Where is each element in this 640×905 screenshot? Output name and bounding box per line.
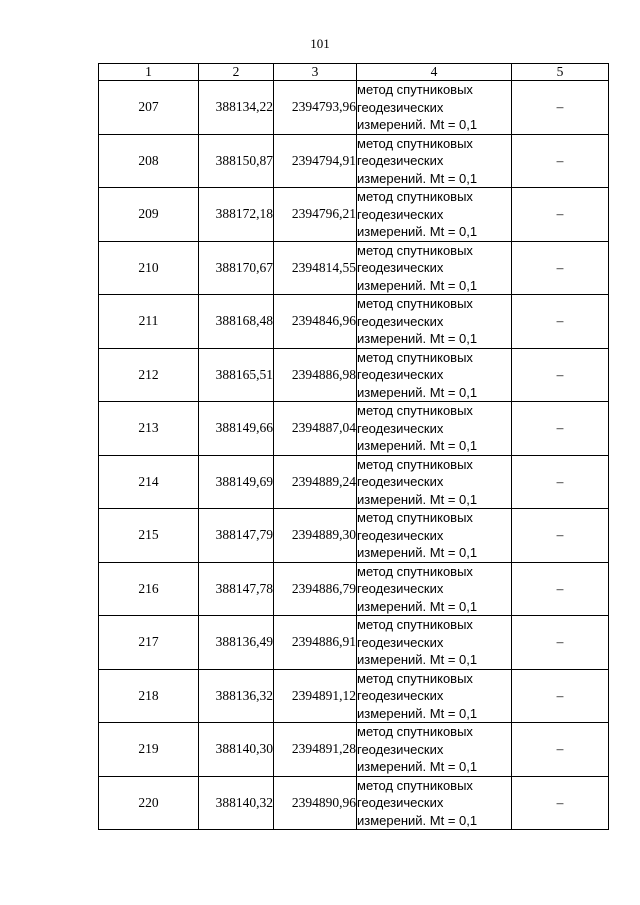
method-line: измерений. Mt = 0,1 bbox=[357, 438, 478, 453]
table-row bbox=[99, 509, 609, 563]
table-header-row bbox=[99, 64, 609, 81]
coordinate-x: 388134,22 bbox=[199, 81, 274, 135]
note-dash: – bbox=[512, 188, 609, 242]
method-description bbox=[357, 509, 512, 563]
column-header-4: 4 bbox=[357, 64, 512, 81]
method-description bbox=[357, 348, 512, 402]
coordinate-y: 2394793,96 bbox=[274, 81, 357, 135]
method-line: геодезических bbox=[357, 367, 444, 382]
method-line: метод спутниковых bbox=[357, 670, 473, 686]
column-header-1: 1 bbox=[99, 64, 199, 81]
coordinate-x: 388149,66 bbox=[199, 402, 274, 456]
coordinate-x: 388168,48 bbox=[199, 295, 274, 349]
coordinate-y: 2394796,21 bbox=[274, 188, 357, 242]
page-number: 101 bbox=[310, 36, 330, 51]
method-line: измерений. Mt = 0,1 bbox=[357, 170, 478, 186]
coordinate-x: 388147,79 bbox=[199, 509, 274, 563]
note-dash: – bbox=[512, 348, 609, 402]
point-number: 218 bbox=[99, 669, 199, 723]
method-line: геодезических bbox=[357, 313, 444, 329]
method-description bbox=[357, 562, 512, 616]
coordinate-x: 388172,18 bbox=[199, 188, 274, 242]
point-number: 219 bbox=[99, 723, 199, 777]
method-line: измерений. Mt = 0,1 bbox=[357, 331, 478, 346]
method-line: геодезических bbox=[357, 474, 444, 489]
column-header-5: 5 bbox=[512, 64, 609, 81]
note-dash: – bbox=[512, 241, 609, 295]
method-line: измерений. Mt = 0,1 bbox=[357, 545, 478, 560]
method-line: геодезических bbox=[357, 634, 444, 650]
method-line: геодезических bbox=[357, 99, 444, 115]
method-description bbox=[357, 669, 512, 723]
method-line: измерений. Mt = 0,1 bbox=[357, 759, 478, 774]
method-line: измерений. Mt = 0,1 bbox=[357, 224, 478, 239]
method-line: геодезических bbox=[357, 795, 444, 810]
table-row bbox=[99, 348, 609, 402]
method-line: геодезических bbox=[357, 420, 444, 436]
coordinate-y: 2394794,91 bbox=[274, 134, 357, 188]
table-row bbox=[99, 455, 609, 509]
method-line: метод спутниковых bbox=[357, 296, 473, 311]
point-number: 215 bbox=[99, 509, 199, 563]
coordinates-table bbox=[98, 63, 609, 830]
coordinate-y: 2394891,12 bbox=[274, 669, 357, 723]
method-line: метод спутниковых bbox=[357, 617, 473, 632]
method-line: измерений. Mt = 0,1 bbox=[357, 491, 478, 507]
coordinate-y: 2394889,30 bbox=[274, 509, 357, 563]
table-row bbox=[99, 616, 609, 670]
coordinate-y: 2394887,04 bbox=[274, 402, 357, 456]
method-description bbox=[357, 81, 512, 135]
method-line: метод спутниковых bbox=[357, 242, 473, 258]
note-dash: – bbox=[512, 455, 609, 509]
method-line: метод спутниковых bbox=[357, 563, 473, 579]
method-line: метод спутниковых bbox=[357, 135, 473, 151]
table-row bbox=[99, 134, 609, 188]
method-description bbox=[357, 723, 512, 777]
method-line: измерений. Mt = 0,1 bbox=[357, 812, 478, 828]
point-number: 216 bbox=[99, 562, 199, 616]
column-header-3: 3 bbox=[274, 64, 357, 81]
method-line: геодезических bbox=[357, 153, 444, 168]
method-line: геодезических bbox=[357, 260, 444, 275]
method-description bbox=[357, 295, 512, 349]
coordinate-y: 2394886,98 bbox=[274, 348, 357, 402]
point-number: 213 bbox=[99, 402, 199, 456]
coordinate-y: 2394891,28 bbox=[274, 723, 357, 777]
coordinate-x: 388150,87 bbox=[199, 134, 274, 188]
table-row bbox=[99, 669, 609, 723]
note-dash: – bbox=[512, 134, 609, 188]
point-number: 207 bbox=[99, 81, 199, 135]
note-dash: – bbox=[512, 723, 609, 777]
coordinate-y: 2394890,96 bbox=[274, 776, 357, 830]
method-line: геодезических bbox=[357, 581, 444, 596]
coordinate-x: 388165,51 bbox=[199, 348, 274, 402]
method-line: метод спутниковых bbox=[357, 349, 473, 365]
method-line: геодезических bbox=[357, 206, 444, 222]
point-number: 211 bbox=[99, 295, 199, 349]
note-dash: – bbox=[512, 562, 609, 616]
table-row bbox=[99, 776, 609, 830]
method-description bbox=[357, 188, 512, 242]
table-row bbox=[99, 562, 609, 616]
coordinate-x: 388140,30 bbox=[199, 723, 274, 777]
table-row bbox=[99, 723, 609, 777]
coordinate-y: 2394889,24 bbox=[274, 455, 357, 509]
coordinate-x: 388136,32 bbox=[199, 669, 274, 723]
point-number: 217 bbox=[99, 616, 199, 670]
coordinate-x: 388140,32 bbox=[199, 776, 274, 830]
method-line: метод спутниковых bbox=[357, 403, 473, 418]
table-row bbox=[99, 295, 609, 349]
method-line: метод спутниковых bbox=[357, 510, 473, 525]
method-line: геодезических bbox=[357, 741, 444, 757]
table-body bbox=[99, 81, 609, 830]
coordinate-y: 2394814,55 bbox=[274, 241, 357, 295]
point-number: 210 bbox=[99, 241, 199, 295]
note-dash: – bbox=[512, 509, 609, 563]
note-dash: – bbox=[512, 295, 609, 349]
method-line: геодезических bbox=[357, 527, 444, 543]
coordinate-y: 2394886,79 bbox=[274, 562, 357, 616]
point-number: 209 bbox=[99, 188, 199, 242]
method-description bbox=[357, 455, 512, 509]
table-row bbox=[99, 81, 609, 135]
note-dash: – bbox=[512, 776, 609, 830]
method-description bbox=[357, 402, 512, 456]
coordinate-x: 388147,78 bbox=[199, 562, 274, 616]
column-header-2: 2 bbox=[199, 64, 274, 81]
note-dash: – bbox=[512, 402, 609, 456]
method-line: метод спутниковых bbox=[357, 456, 473, 472]
method-line: метод спутниковых bbox=[357, 189, 473, 204]
point-number: 212 bbox=[99, 348, 199, 402]
method-description bbox=[357, 616, 512, 670]
point-number: 208 bbox=[99, 134, 199, 188]
point-number: 220 bbox=[99, 776, 199, 830]
coordinate-x: 388170,67 bbox=[199, 241, 274, 295]
method-description bbox=[357, 134, 512, 188]
method-line: метод спутниковых bbox=[357, 82, 473, 97]
coordinate-y: 2394886,91 bbox=[274, 616, 357, 670]
note-dash: – bbox=[512, 81, 609, 135]
note-dash: – bbox=[512, 669, 609, 723]
method-line: измерений. Mt = 0,1 bbox=[357, 277, 478, 293]
method-line: измерений. Mt = 0,1 bbox=[357, 598, 478, 614]
method-line: измерений. Mt = 0,1 bbox=[357, 117, 478, 132]
method-description bbox=[357, 776, 512, 830]
method-line: измерений. Mt = 0,1 bbox=[357, 652, 478, 667]
coordinate-x: 388136,49 bbox=[199, 616, 274, 670]
table-row bbox=[99, 241, 609, 295]
method-line: метод спутниковых bbox=[357, 777, 473, 793]
note-dash: – bbox=[512, 616, 609, 670]
method-line: измерений. Mt = 0,1 bbox=[357, 384, 478, 400]
coordinate-y: 2394846,96 bbox=[274, 295, 357, 349]
table-row bbox=[99, 188, 609, 242]
coordinate-x: 388149,69 bbox=[199, 455, 274, 509]
method-line: геодезических bbox=[357, 688, 444, 703]
table-row bbox=[99, 402, 609, 456]
method-line: измерений. Mt = 0,1 bbox=[357, 705, 478, 721]
point-number: 214 bbox=[99, 455, 199, 509]
method-line: метод спутниковых bbox=[357, 724, 473, 739]
method-description bbox=[357, 241, 512, 295]
